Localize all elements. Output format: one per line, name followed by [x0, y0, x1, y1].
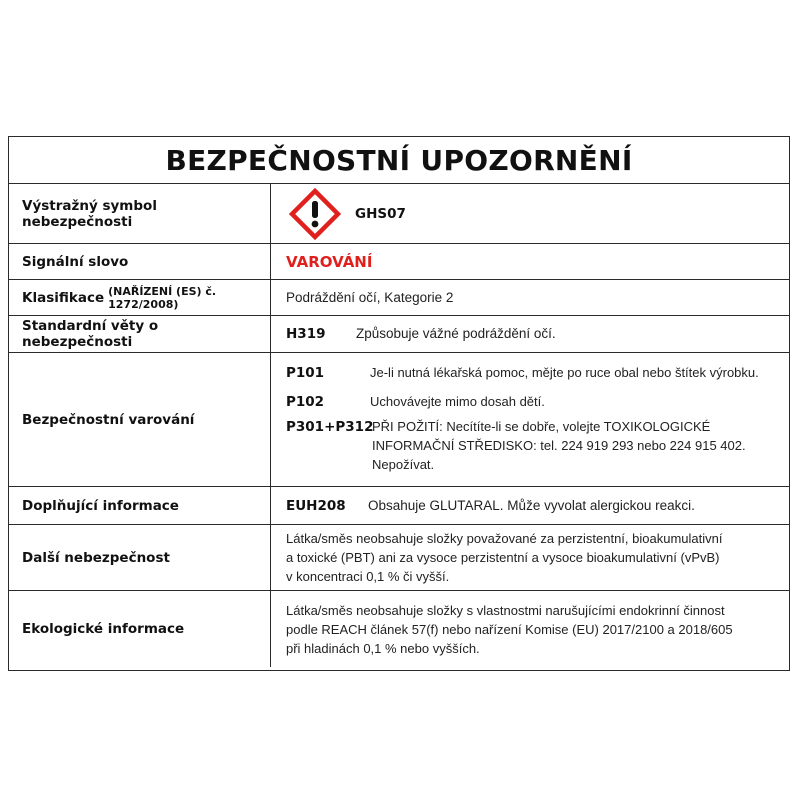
supplementary-text: Obsahuje GLUTARAL. Může vyvolat alergickou reakci.	[368, 497, 695, 513]
precaution-text-line: PŘI POŽITÍ: Necítíte-li se dobře, volejte TOXIKOLOGICKÉ	[372, 419, 711, 434]
row-precautionary-statements	[9, 353, 789, 487]
classification-value: Podráždění očí, Kategorie 2	[286, 290, 454, 305]
row-ecological-info	[9, 591, 789, 667]
ecological-info-line: podle REACH článek 57(f) nebo nařízení Komise (EU) 2017/2100 a 2018/605	[286, 621, 733, 637]
label-ecological-info: Ekologické informace	[9, 591, 271, 667]
safety-warning-table	[8, 136, 790, 671]
label-supplementary-info: Doplňující informace	[9, 487, 271, 524]
precaution-item	[286, 392, 789, 417]
label-classification-regulation: (NAŘÍZENÍ (ES) č. 1272/2008)	[108, 284, 217, 311]
ghs-code: GHS07	[355, 205, 406, 222]
other-hazards-line: a toxické (PBT) ani za vysoce perzistentní a vysoce bioakumulativní (vPvB)	[286, 550, 720, 565]
precaution-code: P101	[286, 365, 325, 381]
precaution-text: Uchovávejte mimo dosah dětí.	[370, 394, 545, 409]
label-classification: Klasifikace	[22, 289, 105, 306]
signal-word-value: VAROVÁNÍ	[286, 252, 373, 271]
ecological-info-line: Látka/směs neobsahuje složky s vlastnostmi narušujícími endokrinní činnost	[286, 602, 725, 618]
label-other-hazards: Další nebezpečnost	[9, 525, 271, 590]
ecological-info-line: při hladinách 0,1 % nebo vyšších.	[286, 640, 480, 656]
precaution-text-line: Nepožívat.	[372, 457, 435, 472]
row-signal-word	[9, 244, 789, 280]
row-supplementary-info	[9, 487, 789, 525]
row-hazard-symbol	[9, 184, 789, 244]
label-signal-word: Signální slovo	[9, 244, 271, 279]
page-title: BEZPEČNOSTNÍ UPOZORNĚNÍ	[9, 137, 789, 184]
label-hazard-statements: Standardní věty o nebezpečnosti	[9, 316, 271, 352]
label-hazard-symbol: Výstražný symbol nebezpečnosti	[9, 184, 271, 243]
hazard-code: H319	[286, 326, 326, 342]
precaution-code: P102	[286, 394, 325, 410]
row-classification	[9, 280, 789, 316]
supplementary-code: EUH208	[286, 497, 346, 514]
label-precautionary-statements: Bezpečnostní varování	[9, 353, 271, 486]
hazard-text: Způsobuje vážné podráždění očí.	[356, 326, 556, 341]
other-hazards-line: Látka/směs neobsahuje složky považované za perzistentní, bioakumulativní	[286, 531, 723, 546]
precaution-item	[286, 363, 789, 392]
row-other-hazards	[9, 525, 789, 591]
precaution-item	[286, 417, 789, 474]
ghs07-exclamation-icon	[289, 188, 341, 240]
other-hazards-line: v koncentraci 0,1 % či vyšší.	[286, 569, 450, 584]
precaution-code: P301+P312	[286, 419, 374, 435]
precaution-text-line: INFORMAČNÍ STŘEDISKO: tel. 224 919 293 nebo 224 915 402.	[372, 438, 746, 453]
row-hazard-statements	[9, 316, 789, 353]
precaution-text: Je-li nutná lékařská pomoc, mějte po ruce obal nebo štítek výrobku.	[370, 365, 759, 380]
